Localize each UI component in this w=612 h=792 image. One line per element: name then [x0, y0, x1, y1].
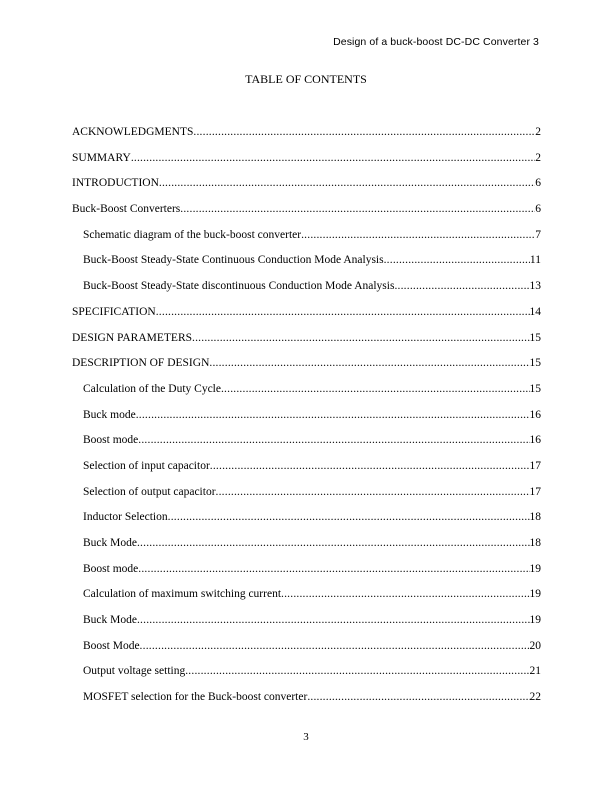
toc-entry-page-number: 16	[529, 408, 541, 421]
toc-entry-page-number: 21	[529, 665, 541, 678]
toc-entry-label: Buck-Boost Steady-State Continuous Conduction Mode Analysis	[83, 254, 384, 267]
toc-dot-leader	[384, 254, 530, 266]
toc-dot-leader	[307, 691, 529, 703]
toc-entry-label: Calculation of the Duty Cycle	[83, 382, 221, 395]
toc-entry[interactable]	[72, 563, 541, 589]
toc-dot-leader	[131, 152, 535, 164]
toc-entry-page-number: 13	[529, 280, 541, 293]
toc-dot-leader	[138, 563, 529, 575]
toc-entry[interactable]	[72, 152, 541, 178]
toc-entry-page-number: 19	[529, 588, 541, 601]
toc-list	[72, 126, 541, 717]
toc-entry[interactable]	[72, 665, 541, 691]
toc-entry-page-number: 2	[535, 151, 541, 164]
toc-entry[interactable]	[72, 511, 541, 537]
toc-dot-leader	[301, 229, 535, 241]
toc-dot-leader	[209, 357, 529, 369]
toc-entry[interactable]	[72, 177, 541, 203]
toc-dot-leader	[185, 665, 529, 677]
toc-entry[interactable]	[72, 332, 541, 358]
toc-dot-leader	[193, 126, 535, 138]
toc-entry[interactable]	[72, 306, 541, 332]
toc-entry[interactable]	[72, 460, 541, 486]
toc-dot-leader	[192, 332, 529, 344]
toc-entry-page-number: 17	[529, 485, 541, 498]
toc-entry-page-number: 18	[529, 537, 541, 549]
toc-dot-leader	[180, 203, 535, 215]
toc-entry[interactable]	[72, 691, 541, 717]
toc-entry-page-number: 11	[529, 254, 541, 267]
toc-dot-leader	[221, 383, 530, 395]
toc-entry-label: Boost Mode	[83, 639, 140, 652]
toc-entry-page-number: 15	[529, 382, 541, 395]
toc-dot-leader	[159, 177, 535, 189]
toc-dot-leader	[140, 640, 530, 652]
toc-entry[interactable]	[72, 434, 541, 460]
toc-entry-label: DESCRIPTION OF DESIGN	[72, 357, 210, 370]
toc-entry-page-number: 2	[535, 126, 541, 138]
toc-entry-page-number: 15	[529, 357, 541, 370]
toc-entry-label: SUMMARY	[72, 151, 131, 164]
toc-entry[interactable]	[72, 614, 541, 640]
toc-entry[interactable]	[72, 126, 541, 152]
toc-dot-leader	[168, 511, 530, 523]
toc-entry-page-number: 22	[529, 691, 541, 704]
toc-entry-label: ACKNOWLEDGMENTS	[72, 126, 194, 138]
toc-entry-page-number: 20	[529, 639, 541, 652]
toc-entry[interactable]	[72, 383, 541, 409]
toc-entry-label: Inductor Selection	[83, 511, 168, 524]
toc-entry-label: Buck mode	[83, 408, 136, 421]
toc-entry-label: SPECIFICATION	[72, 305, 156, 318]
toc-dot-leader	[394, 280, 529, 292]
toc-entry-label: INTRODUCTION	[72, 177, 159, 190]
toc-entry-page-number: 19	[529, 562, 541, 575]
toc-entry[interactable]	[72, 254, 541, 280]
toc-entry-page-number: 14	[529, 305, 541, 318]
toc-entry-page-number: 16	[529, 434, 541, 447]
toc-entry-label: Buck-Boost Steady-State discontinuous Conduction Mode Analysis	[83, 280, 395, 293]
toc-entry[interactable]	[72, 229, 541, 255]
toc-entry[interactable]	[72, 588, 541, 614]
toc-dot-leader	[281, 588, 529, 600]
toc-title: TABLE OF CONTENTS	[245, 72, 367, 86]
toc-entry-label: Selection of output capacitor	[83, 485, 216, 498]
toc-entry-label: DESIGN PARAMETERS	[72, 331, 193, 344]
toc-entry[interactable]	[72, 537, 541, 563]
toc-entry[interactable]	[72, 409, 541, 435]
toc-entry-label: Boost mode	[83, 562, 139, 575]
toc-entry[interactable]	[72, 203, 541, 229]
toc-entry-page-number: 6	[535, 203, 541, 216]
toc-entry-label: Buck-Boost Converters	[72, 203, 181, 216]
toc-entry-page-number: 18	[529, 511, 541, 524]
toc-entry[interactable]	[72, 280, 541, 306]
toc-dot-leader	[210, 460, 530, 472]
toc-entry-label: Calculation of maximum switching current	[83, 588, 282, 601]
toc-dot-leader	[156, 306, 530, 318]
toc-entry[interactable]	[72, 486, 541, 512]
toc-dot-leader	[138, 434, 529, 446]
toc-dot-leader	[137, 614, 530, 626]
toc-entry[interactable]	[72, 640, 541, 666]
toc-entry-page-number: 7	[535, 228, 541, 241]
toc-entry-label: Schematic diagram of the buck-boost converter	[83, 228, 302, 241]
toc-entry-page-number: 15	[529, 331, 541, 344]
page-number: 3	[303, 731, 309, 743]
toc-dot-leader	[136, 409, 530, 421]
toc-entry-label: MOSFET selection for the Buck-boost converter	[83, 691, 308, 704]
toc-entry-label: Boost mode	[83, 434, 139, 447]
toc-entry-label: Output voltage setting	[83, 665, 186, 678]
running-header: Design of a buck-boost DC-DC Converter 3	[333, 36, 539, 48]
toc-entry[interactable]	[72, 357, 541, 383]
toc-entry-page-number: 19	[529, 614, 541, 627]
toc-entry-label: Buck Mode	[83, 537, 137, 549]
toc-entry-page-number: 17	[529, 459, 541, 472]
toc-entry-label: Selection of input capacitor	[83, 459, 210, 472]
toc-entry-label: Buck Mode	[83, 614, 137, 627]
toc-entry-page-number: 6	[535, 177, 541, 190]
toc-dot-leader	[137, 537, 530, 549]
toc-dot-leader	[216, 486, 530, 498]
